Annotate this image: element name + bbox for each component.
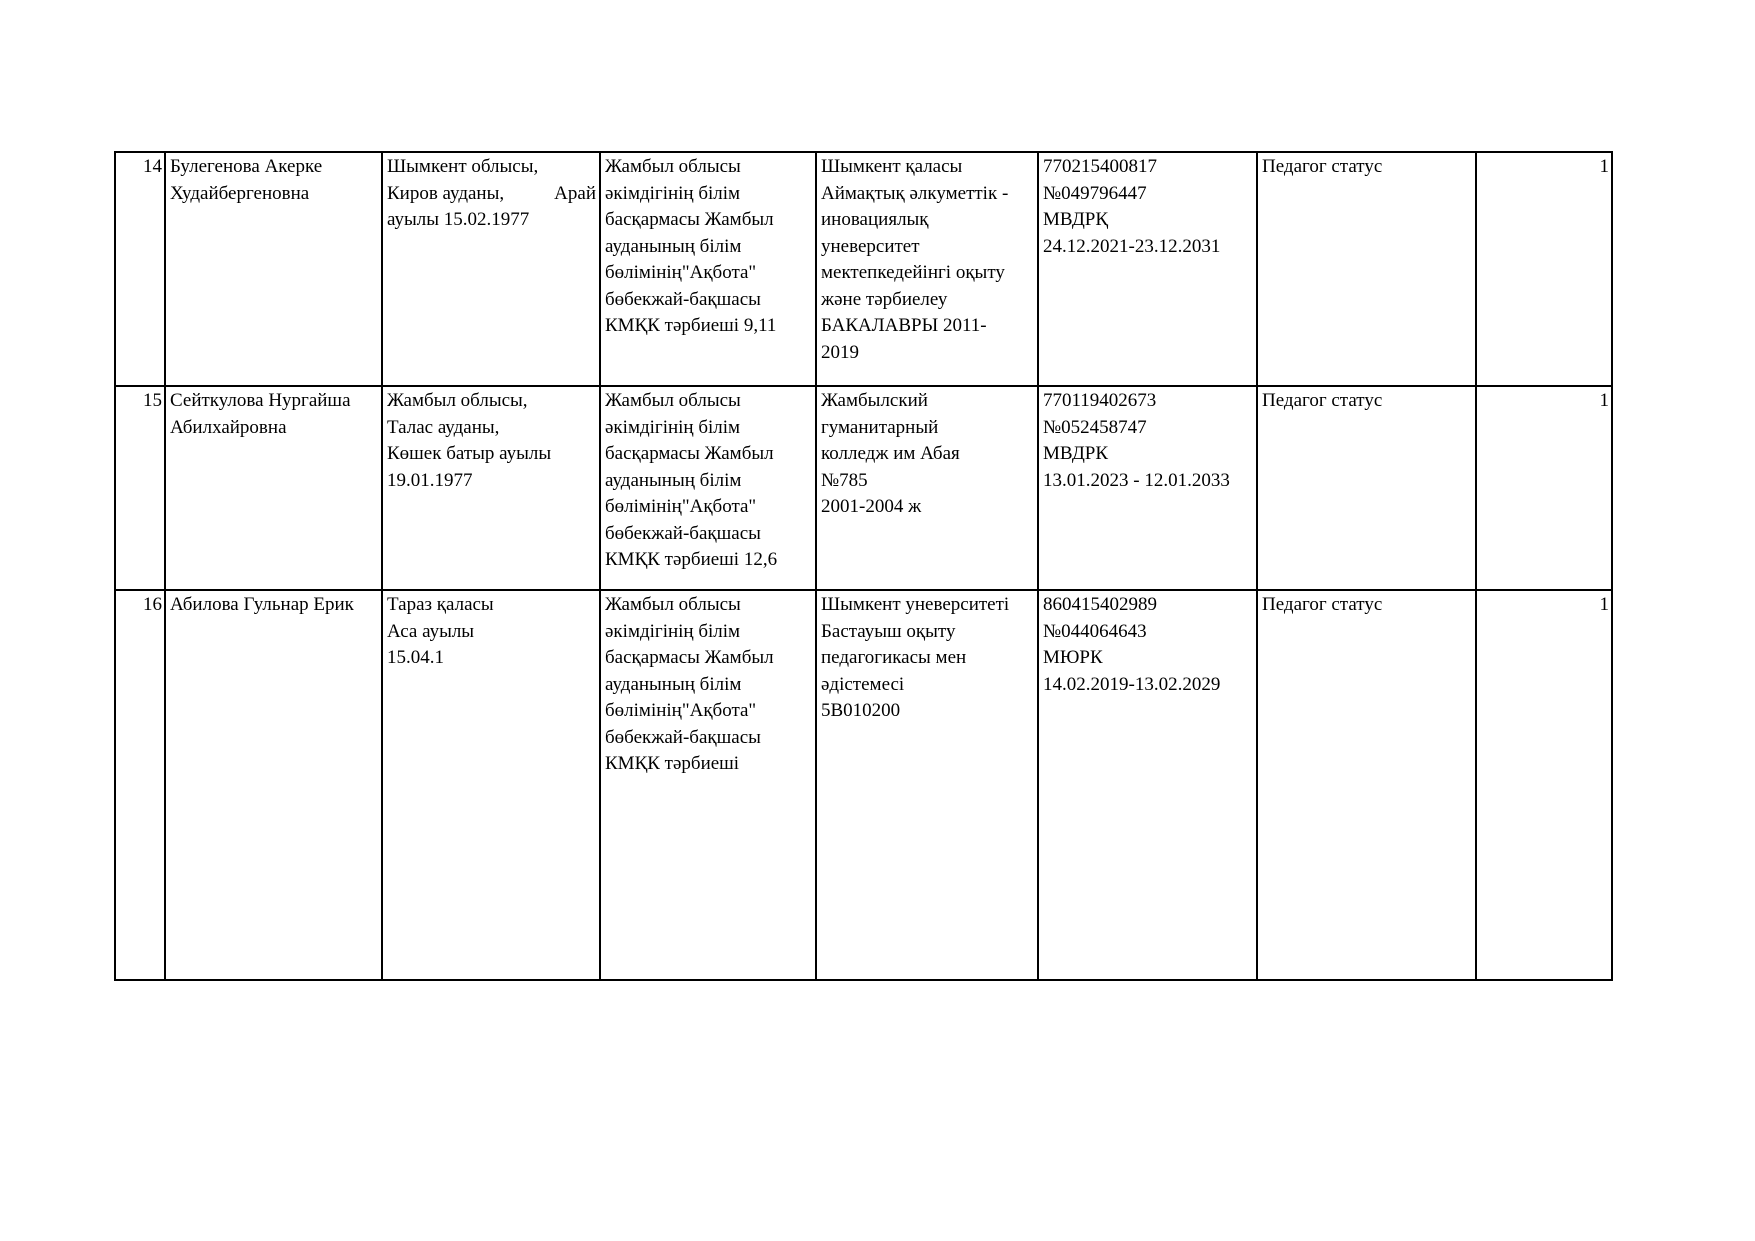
workplace-line: басқармасы Жамбыл xyxy=(605,443,774,464)
education-line: БАКАЛАВРЫ 2011- xyxy=(821,315,987,336)
full-name-line: Абилова Гульнар Ерик xyxy=(170,594,354,615)
row-number: 16 xyxy=(115,590,165,980)
birth-place-cell xyxy=(382,386,600,590)
workplace-cell xyxy=(600,386,816,590)
document-cell xyxy=(1038,386,1257,590)
education-line: және тәрбиелеу xyxy=(821,288,948,310)
table-row xyxy=(115,152,1612,386)
workplace-line: КМҚК тәрбиеші 12,6 xyxy=(605,549,778,570)
education-line: мектепкедейінгі оқыту xyxy=(821,262,1005,283)
document-line: 770119402673 xyxy=(1043,390,1157,411)
workplace-line: ауданының білім xyxy=(605,469,742,491)
education-cell xyxy=(816,152,1038,386)
workplace-line: басқармасы Жамбыл xyxy=(605,209,774,230)
workplace-line: әкімдігінің білім xyxy=(605,620,741,642)
document-line: 14.02.2019-13.02.2029 xyxy=(1043,673,1221,695)
birth-line: Шымкент облысы, xyxy=(387,156,539,177)
table-row xyxy=(115,386,1612,590)
birth-place-cell xyxy=(382,590,600,980)
workplace-line: КМҚК тәрбиеші 9,11 xyxy=(605,315,777,336)
document-line: 860415402989 xyxy=(1043,594,1157,615)
document-line: №052458747 xyxy=(1043,416,1147,438)
workplace-line: бөлімінің"Ақбота" xyxy=(605,496,757,517)
full-name-cell xyxy=(165,152,382,386)
document-line: 13.01.2023 - 12.01.2033 xyxy=(1043,469,1230,491)
education-line: Жамбылский xyxy=(821,390,928,411)
workplace-line: әкімдігінің білім xyxy=(605,182,741,204)
full-name-line: Худайбергеновна xyxy=(170,182,310,204)
status-cell: Педагог статус xyxy=(1257,152,1476,386)
birth-line: 15.04.1 xyxy=(387,647,444,668)
birth-line: Көшек батыр ауылы xyxy=(387,443,552,464)
education-line: 2019 xyxy=(821,341,859,363)
education-cell xyxy=(816,590,1038,980)
row-number: 15 xyxy=(115,386,165,590)
workplace-line: бөбекжай-бақшасы xyxy=(605,726,761,748)
full-name-line: Сейткулова Нургайша xyxy=(170,390,351,411)
education-line: әдістемесі xyxy=(821,673,905,695)
education-line: Шымкент қаласы xyxy=(821,156,963,177)
quantity-cell: 1 xyxy=(1476,152,1612,386)
document-line: МЮРК xyxy=(1043,647,1103,668)
birth-line-part: Киров ауданы, xyxy=(387,182,505,204)
birth-line: 19.01.1977 xyxy=(387,469,473,491)
workplace-line: Жамбыл облысы xyxy=(605,156,741,177)
education-line: педагогикасы мен xyxy=(821,647,967,668)
document-line: 24.12.2021-23.12.2031 xyxy=(1043,235,1221,257)
quantity-cell: 1 xyxy=(1476,590,1612,980)
workplace-line: бөбекжай-бақшасы xyxy=(605,288,761,310)
education-line: Аймақтық әлкуметтік - xyxy=(821,182,1009,204)
document-cell xyxy=(1038,590,1257,980)
education-line: 2001-2004 ж xyxy=(821,496,922,517)
education-line: Шымкент уневерситеті xyxy=(821,594,1010,615)
document-line: №044064643 xyxy=(1043,620,1147,642)
quantity-cell: 1 xyxy=(1476,386,1612,590)
staff-table xyxy=(114,151,1613,981)
document-line: №049796447 xyxy=(1043,182,1147,204)
workplace-line: Жамбыл облысы xyxy=(605,390,741,411)
workplace-line: бөбекжай-бақшасы xyxy=(605,522,761,544)
education-line: Бастауыш оқыту xyxy=(821,620,956,642)
birth-line xyxy=(387,181,596,208)
education-cell xyxy=(816,386,1038,590)
education-line: №785 xyxy=(821,469,868,491)
full-name-line: Абилхайровна xyxy=(170,416,287,438)
document-line: МВДРҚ xyxy=(1043,209,1109,230)
document-cell xyxy=(1038,152,1257,386)
education-line: иновациялық xyxy=(821,209,929,230)
row-number: 14 xyxy=(115,152,165,386)
table-row xyxy=(115,590,1612,980)
birth-line-part: Арай xyxy=(554,182,596,204)
status-cell: Педагог статус xyxy=(1257,386,1476,590)
workplace-cell xyxy=(600,590,816,980)
document-line: 770215400817 xyxy=(1043,156,1157,177)
workplace-line: ауданының білім xyxy=(605,235,742,257)
full-name-cell xyxy=(165,386,382,590)
education-line: колледж им Абая xyxy=(821,443,960,464)
workplace-line: басқармасы Жамбыл xyxy=(605,647,774,668)
birth-line: Жамбыл облысы, xyxy=(387,390,528,411)
workplace-line: ауданының білім xyxy=(605,673,742,695)
workplace-line: әкімдігінің білім xyxy=(605,416,741,438)
birth-line: Аса ауылы xyxy=(387,620,475,642)
full-name-cell xyxy=(165,590,382,980)
full-name-line: Булегенова Акерке xyxy=(170,156,323,177)
education-line: уневерситет xyxy=(821,235,920,257)
workplace-line: бөлімінің"Ақбота" xyxy=(605,700,757,721)
document-line: МВДРК xyxy=(1043,443,1109,464)
workplace-line: бөлімінің"Ақбота" xyxy=(605,262,757,283)
workplace-line: КМҚК тәрбиеші xyxy=(605,753,740,774)
birth-place-cell xyxy=(382,152,600,386)
education-line: гуманитарный xyxy=(821,416,939,438)
birth-line: Тараз қаласы xyxy=(387,594,494,615)
workplace-cell xyxy=(600,152,816,386)
education-line: 5В010200 xyxy=(821,700,901,721)
workplace-line: Жамбыл облысы xyxy=(605,594,741,615)
status-cell: Педагог статус xyxy=(1257,590,1476,980)
birth-line: Талас ауданы, xyxy=(387,416,500,438)
birth-line: ауылы 15.02.1977 xyxy=(387,209,530,230)
